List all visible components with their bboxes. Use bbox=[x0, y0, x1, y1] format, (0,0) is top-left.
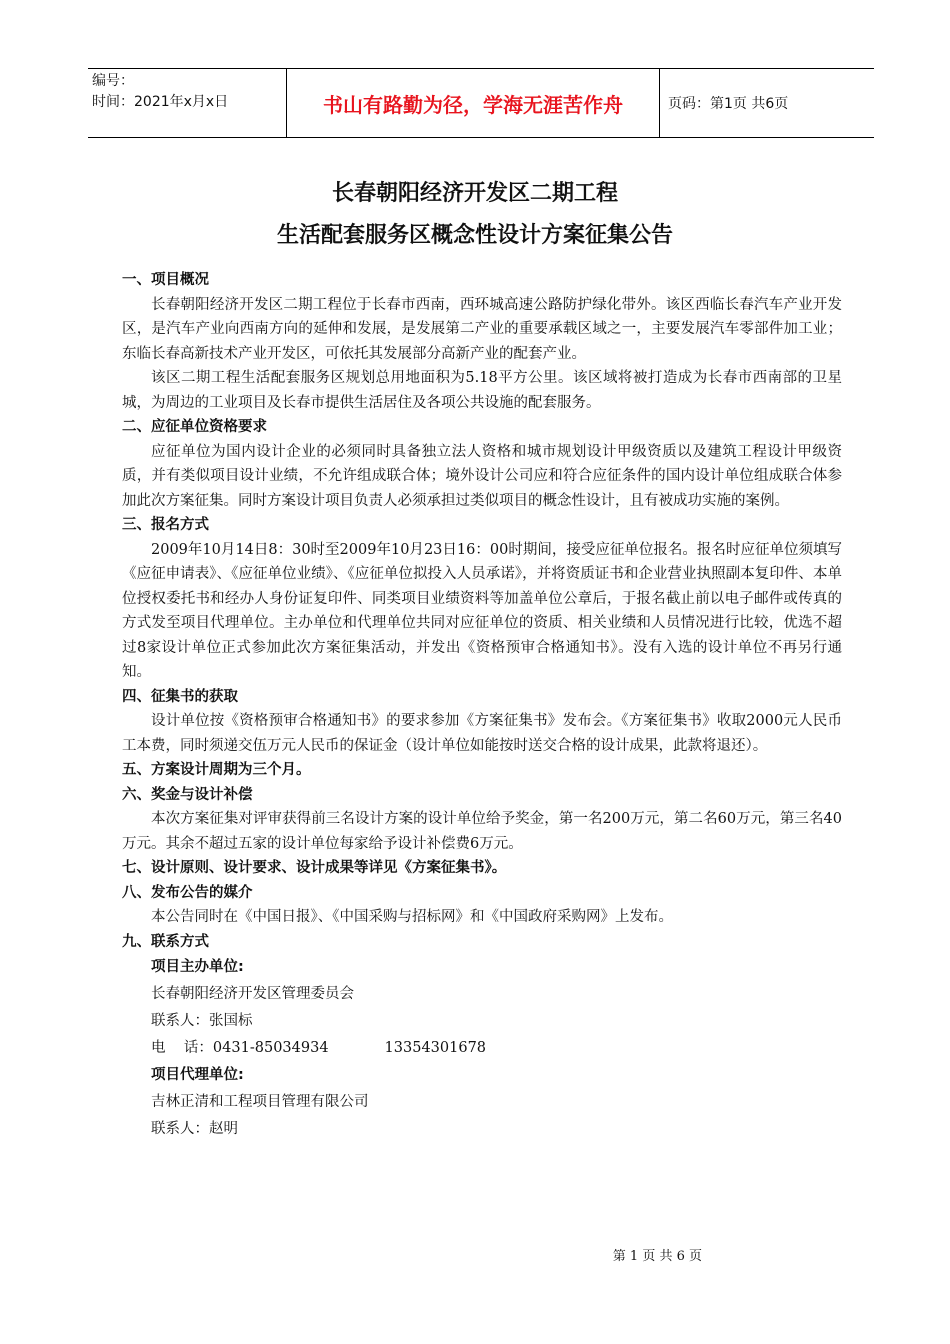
section-heading-9: 九、联系方式 bbox=[122, 933, 209, 950]
section-heading-1: 一、项目概况 bbox=[122, 272, 209, 288]
host-unit-name: 长春朝阳经济开发区管理委员会 bbox=[151, 986, 354, 1002]
section-heading-2: 二、应征单位资格要求 bbox=[122, 419, 267, 435]
section-heading-5: 五、方案设计周期为三个月。 bbox=[122, 762, 311, 778]
document-body bbox=[122, 268, 842, 1143]
section-4-paragraph-1: 设计单位按《资格预审合格通知书》的要求参加《方案征集书》发布会。《方案征集书》收取2000元人民币工本费，同时须递交伍万元人民币的保证金（设计单位如能按时送交合格的设计成果，此款将退还）。 bbox=[122, 713, 842, 754]
page-info: 页码：第1页 共6页 bbox=[668, 96, 789, 112]
document-title-line2: 生活配套服务区概念性设计方案征集公告 bbox=[276, 223, 673, 248]
section-heading-7: 七、设计原则、设计要求、设计成果等详见《方案征集书》。 bbox=[122, 860, 507, 876]
footer-page-number: 第 1 页 共 6 页 bbox=[612, 1249, 702, 1264]
section-8-paragraph-1: 本公告同时在《中国日报》、《中国采购与招标网》和《中国政府采购网》上发布。 bbox=[151, 909, 673, 925]
header-meta bbox=[92, 71, 282, 113]
time-label: 时间：2021年x月x日 bbox=[92, 94, 229, 110]
agent-unit-name: 吉林正清和工程项目管理有限公司 bbox=[151, 1094, 369, 1110]
host-contact-person: 联系人：张国标 bbox=[151, 1013, 253, 1029]
page-footer bbox=[0, 1245, 950, 1264]
host-unit-label: 项目主办单位: bbox=[151, 959, 244, 975]
host-mobile: 13354301678 bbox=[384, 1040, 487, 1056]
document-title-line1: 长春朝阳经济开发区二期工程 bbox=[331, 181, 618, 206]
section-1-paragraph-2: 该区二期工程生活配套服务区规划总用地面积为5.18平方公里。该区域将被打造成为长春市西南部的卫星城，为周边的工业项目及长春市提供生活居住及各项公共设施的配套服务。 bbox=[122, 370, 842, 411]
section-heading-8: 八、发布公告的媒介 bbox=[122, 884, 253, 901]
host-phone: 电 话：0431-85034934 bbox=[151, 1040, 329, 1056]
section-heading-3: 三、报名方式 bbox=[122, 517, 209, 533]
section-2-paragraph-1: 应征单位为国内设计企业的必须同时具备独立法人资格和城市规划设计甲级资质以及建筑工程设计甲级资质，并有类似项目设计业绩，不允许组成联合体；境外设计公司应和符合应征条件的国内设计单位组成联合体参加此次方案征集。同时方案设计项目负责人必须承担过类似项目的概念性设计，且有被成功实施的案例。 bbox=[122, 443, 842, 509]
motto: 书山有路勤为径，学海无涯苦作舟 bbox=[286, 69, 660, 137]
section-3-paragraph-1: 2009年10月14日8：30时至2009年10月23日16：00时期间，接受应征单位报名。报名时应征单位须填写《应征申请表》、《应征单位业绩》、《应征单位拟投入人员承诺》，并将资质证书和企业营业执照副本复印件、本单位授权委托书和经办人身份证复印件、同类项目业绩资料等加盖单位公章后，于报名截止前以电子邮件或传真的方式发至项目代理单位。主办单位和代理单位共同对应征单位的资质、相关业绩和人员情况进行比较，优选不超过8家设计单位正式参加此次方案征集活动，并发出《资格预审合格通知书》。没有入选的设计单位不再另行通知。 bbox=[122, 541, 842, 680]
contact-block bbox=[122, 954, 842, 1143]
host-phone-row bbox=[122, 1035, 842, 1062]
section-6-paragraph-1: 本次方案征集对评审获得前三名设计方案的设计单位给予奖金，第一名200万元，第二名60万元，第三名40万元。其余不超过五家的设计单位每家给予设计补偿费6万元。 bbox=[122, 811, 842, 852]
agent-contact-person: 联系人：赵明 bbox=[151, 1121, 238, 1137]
number-label: 编号： bbox=[92, 73, 134, 89]
section-1-paragraph-1: 长春朝阳经济开发区二期工程位于长春市西南，西环城高速公路防护绿化带外。该区西临长春汽车产业开发区，是汽车产业向西南方向的延伸和发展，是发展第二产业的重要承载区域之一，主要发展汽车零部件加工业；东临长春高新技术产业开发区，可依托其发展部分高新产业的配套产业。 bbox=[122, 296, 842, 362]
section-heading-4: 四、征集书的获取 bbox=[122, 688, 238, 705]
section-heading-6: 六、奖金与设计补偿 bbox=[122, 786, 253, 803]
agent-unit-label: 项目代理单位: bbox=[151, 1067, 244, 1083]
header-table bbox=[88, 68, 874, 138]
